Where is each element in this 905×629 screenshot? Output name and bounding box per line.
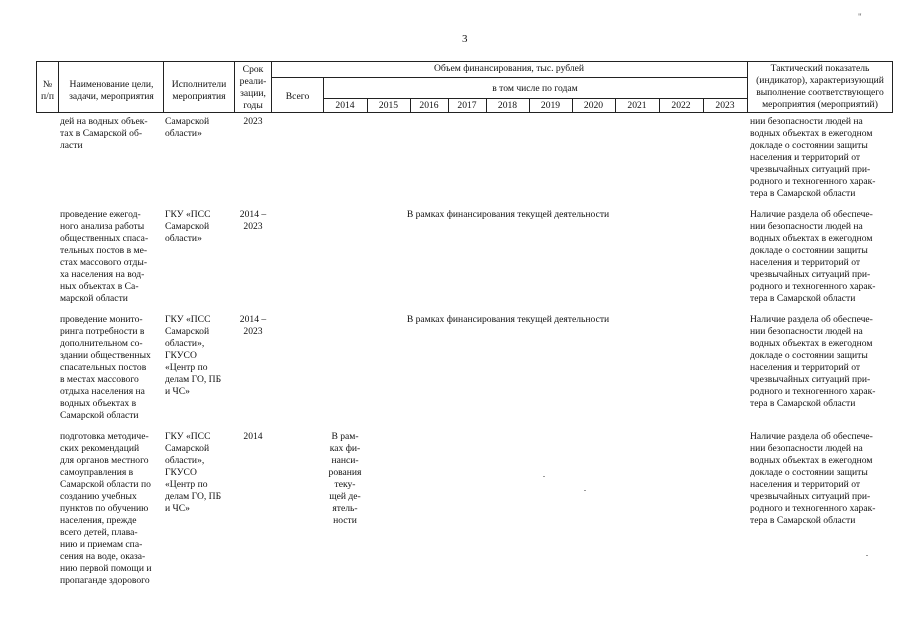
row-term: 2014 – 2023 bbox=[239, 209, 267, 232]
scan-speck bbox=[866, 555, 868, 556]
row-funding-note: В рамках финансирования текущей деятельности bbox=[406, 314, 610, 325]
header-funding: Объем финансирования, тыс. рублей bbox=[433, 63, 585, 74]
row-name: дей на водных объек- тах в Самарской об- ласти bbox=[60, 116, 148, 151]
scan-speck bbox=[543, 476, 545, 477]
year-2017: 2017 bbox=[457, 100, 477, 111]
year-2023: 2023 bbox=[715, 100, 735, 111]
row-indicator: Наличие раздела об обеспече- нии безопасности людей на водных объектах в ежегодном докладе о состоянии защиты населения и территорий от чрезвычайных ситуаций при- родного и техногенного харак- тера в Самарской области bbox=[750, 431, 876, 526]
row-name: подготовка методиче- ских рекомендаций для органов местного самоуправления в Самарской области по созданию учебных пунктов по обучению населения, прежде всего детей, плава- нию и приемам спа- сения на воде, оказа- нию первой помощи и пропаганде здорового bbox=[60, 431, 152, 586]
row-funding-note: В рам- ках фи- нанси- рования теку- щей де- ятель- ности bbox=[328, 431, 362, 526]
row-indicator: Наличие раздела об обеспече- нии безопасности людей на водных объектах в ежегодном докладе о состоянии защиты населения и территорий от чрезвычайных ситуаций при- родного и техногенного харак- тера в Самарской области bbox=[750, 209, 876, 304]
year-2020: 2020 bbox=[583, 100, 604, 111]
corner-mark: " bbox=[858, 12, 862, 22]
row-executors: ГКУ «ПСС Самарской области», ГКУСО «Центр по делам ГО, ПБ и ЧС» bbox=[165, 431, 222, 514]
header-executors: Исполнители мероприятия bbox=[171, 79, 227, 102]
year-2019: 2019 bbox=[540, 100, 561, 111]
header-total: Всего bbox=[285, 91, 310, 102]
year-2022: 2022 bbox=[671, 100, 691, 111]
row-term: 2014 bbox=[243, 431, 263, 442]
row-indicator: Наличие раздела об обеспече- нии безопасности людей на водных объектах в ежегодном докладе о состоянии защиты населения и территорий от чрезвычайных ситуаций при- родного и техногенного харак- тера в Самарской области bbox=[750, 314, 876, 409]
header-by-years: в том числе по годам bbox=[492, 83, 578, 94]
year-2015: 2015 bbox=[378, 100, 399, 111]
scan-speck bbox=[584, 490, 586, 491]
header-num: № п/п bbox=[41, 79, 54, 102]
row-name: проведение монито- ринга потребности в дополнительном со- здании общественных спасательных постов в местах массового отдыха населения на водных объектах в Самарской области bbox=[60, 314, 151, 421]
row-term: 2023 bbox=[243, 116, 263, 127]
row-indicator: нии безопасности людей на водных объектах в ежегодном докладе о состоянии защиты населения и территорий от чрезвычайных ситуаций при- родного и техногенного харак- тера в Самарской области bbox=[750, 116, 876, 199]
row-executors: Самарской области» bbox=[165, 116, 210, 139]
row-executors: ГКУ «ПСС Самарской области» bbox=[165, 209, 211, 244]
year-2018: 2018 bbox=[497, 100, 518, 111]
year-2021: 2021 bbox=[627, 100, 647, 111]
year-2014: 2014 bbox=[335, 100, 355, 111]
header-term: Срок реали- зации, годы bbox=[239, 64, 267, 111]
row-executors: ГКУ «ПСС Самарской области», ГКУСО «Центр по делам ГО, ПБ и ЧС» bbox=[165, 314, 222, 397]
row-funding-note: В рамках финансирования текущей деятельности bbox=[406, 209, 610, 220]
row-term: 2014 – 2023 bbox=[239, 314, 267, 337]
row-name: проведение ежегод- ного анализа работы общественных спаса- тельных постов в ме- стах массового отды- ха населения на вод- ных объектах в Са- марской области bbox=[60, 209, 149, 304]
header-indicator: Тактический показатель (индикатор), характеризующий выполнение соответствующего мероприятия (мероприятий) bbox=[756, 63, 884, 110]
header-name: Наименование цели, задачи, мероприятия bbox=[69, 79, 154, 102]
year-2016: 2016 bbox=[419, 100, 439, 111]
page-number: 3 bbox=[462, 33, 468, 45]
